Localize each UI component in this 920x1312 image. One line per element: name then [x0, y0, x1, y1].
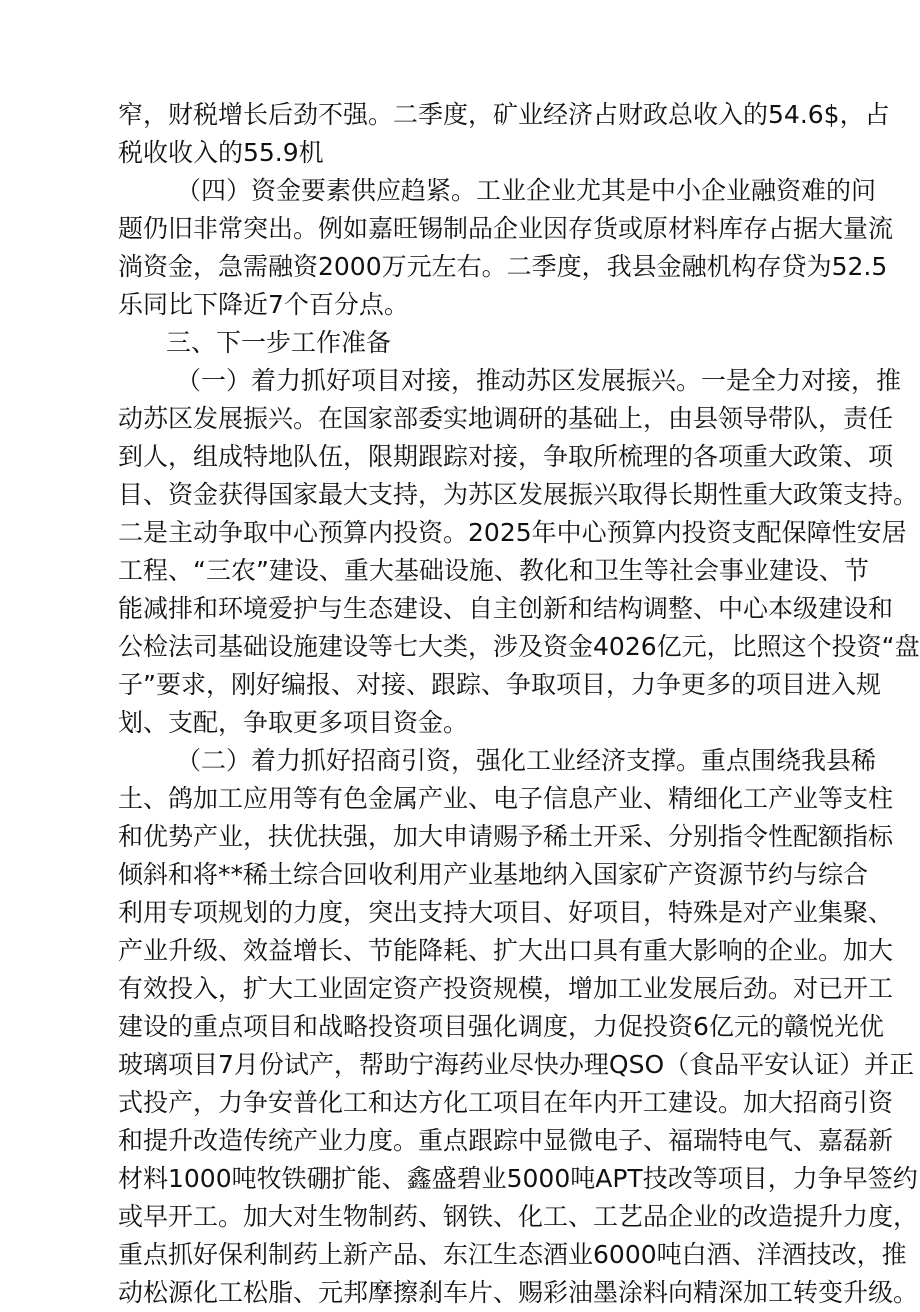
text-line: 动苏区发展振兴。在国家部委实地调研的基础上，由县领导带队，责任: [118, 404, 894, 433]
text-line: 二是主动争取中心预算内投资。2025年中心预算内投资支配保障性安居: [118, 518, 907, 547]
text-line: 动松源化工松脂、元邦摩擦刹车片、赐彩油墨涂料向精深加工转变升级。: [118, 1278, 919, 1307]
text-line: 重点抓好保利制药上新产品、东江生态酒业6000吨白酒、洋酒技改，推: [118, 1240, 907, 1269]
text-line: 和提升改造传统产业力度。重点跟踪中显微电子、福瑞特电气、嘉磊新: [118, 1126, 894, 1155]
section-heading: 三、下一步工作准备: [166, 328, 392, 357]
text-line: 划、支配，争取更多项目资金。: [118, 708, 469, 737]
paragraph-heading-line: （四）资金要素供应趋紧。工业企业尤其是中小企业融资难的问: [176, 176, 877, 205]
text-line: 税收收入的55.9机: [118, 138, 324, 167]
text-line: 产业升级、效益增长、节能降耗、扩大出口具有重大影响的企业。加大: [118, 936, 894, 965]
text-line: 或早开工。加大对生物制药、钢铁、化工、工艺品企业的改造提升力度，: [118, 1202, 919, 1231]
text-line: 子”要求，刚好编报、对接、跟踪、争取项目，力争更多的项目进入规: [118, 670, 881, 699]
paragraph-heading-line: （一）着力抓好项目对接，推动苏区发展振兴。一是全力对接，推: [176, 366, 902, 395]
text-line: 窄，财税增长后劲不强。二季度，矿业经济占财政总收入的54.6$，占: [118, 100, 890, 129]
text-line: 能减排和环境爱护与生态建设、自主创新和结构调整、中心本级建设和: [118, 594, 894, 623]
text-line: 公检法司基础设施建设等七大类，涉及资金4026亿元，比照这个投资“盘: [118, 632, 920, 661]
text-line: 倾斜和将**稀土综合回收利用产业基地纳入国家矿产资源节约与综合: [118, 860, 869, 889]
paragraph-heading-line: （二）着力抓好招商引资，强化工业经济支撑。重点围绕我县稀: [176, 746, 877, 775]
text-line: 工程、“三农”建设、重大基础设施、教化和卫生等社会事业建设、节: [118, 556, 869, 585]
text-line: 目、资金获得国家最大支持，为苏区发展振兴取得长期性重大政策支持。: [118, 480, 919, 509]
text-line: 到人，组成特地队伍，限期跟踪对接，争取所梳理的各项重大政策、项: [118, 442, 894, 471]
text-line: 淌资金，急需融资2000万元左右。二季度，我县金融机构存贷为52.5: [118, 252, 888, 281]
text-line: 利用专项规划的力度，突出支持大项目、好项目，特殊是对产业集聚、: [118, 898, 894, 927]
text-line: 和优势产业，扶优扶强，加大申请赐予稀土开采、分别指令性配额指标: [118, 822, 894, 851]
text-line: 建设的重点项目和战略投资项目强化调度，力促投资6亿元的赣悦光优: [118, 1012, 884, 1041]
text-line: 题仍旧非常突出。例如嘉旺锡制品企业因存货或原材料库存占据大量流: [118, 214, 894, 243]
text-line: 土、鸽加工应用等有色金属产业、电子信息产业、精细化工产业等支柱: [118, 784, 894, 813]
text-line: 材料1000吨牧铁硼扩能、鑫盛碧业5000吨APT技改等项目，力争早签约: [118, 1164, 918, 1193]
text-line: 乐同比下降近7个百分点。: [118, 290, 409, 319]
text-line: 玻璃项目7月份试产，帮助宁海药业尽快办理QSO（食品平安认证）并正: [118, 1050, 915, 1079]
text-line: 式投产，力争安普化工和达方化工项目在年内开工建设。加大招商引资: [118, 1088, 894, 1117]
text-line: 有效投入，扩大工业固定资产投资规模，增加工业发展后劲。对已开工: [118, 974, 894, 1003]
